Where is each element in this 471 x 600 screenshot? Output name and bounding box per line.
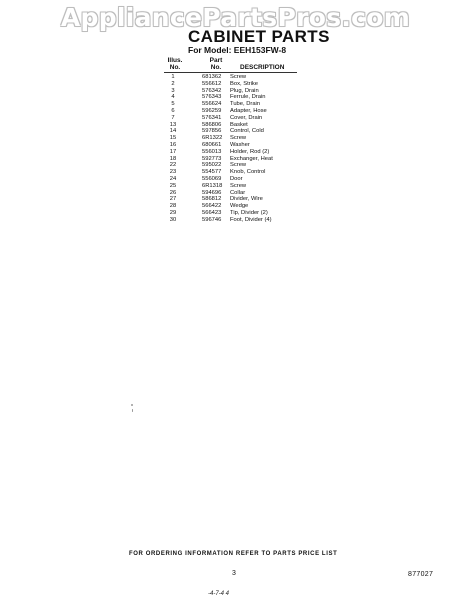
part-no-cell: 586806 <box>202 121 222 128</box>
table-row <box>164 128 314 135</box>
table-row <box>164 169 314 176</box>
illus-no-cell: 6 <box>171 107 175 114</box>
illus-no-cell: 17 <box>169 148 177 155</box>
illus-no-cell: 7 <box>171 114 175 121</box>
table-row <box>164 101 314 108</box>
description-cell: Wedge <box>230 203 249 210</box>
part-no-cell: 6R1322 <box>202 135 223 142</box>
description-cell: Holder, Rod (2) <box>230 148 270 155</box>
description-cell: Screw <box>230 74 247 80</box>
description-cell: Foot, Divider (4) <box>230 216 272 223</box>
illus-no-cell: 3 <box>171 87 175 94</box>
column-header-illus-line1: Illus. <box>167 57 183 64</box>
illus-no-cell: 2 <box>171 80 175 87</box>
table-row <box>164 176 314 183</box>
part-no-cell: 596259 <box>202 107 222 114</box>
illus-no-cell: 30 <box>169 216 177 223</box>
table-row <box>164 94 314 101</box>
description-cell: Basket <box>230 121 248 128</box>
illus-no-cell: 29 <box>169 209 177 216</box>
table-row <box>164 115 314 122</box>
description-cell: Exchanger, Heat <box>230 155 273 162</box>
part-no-cell: 576343 <box>202 94 222 101</box>
illus-no-cell: 24 <box>169 175 177 182</box>
description-cell: Cover, Drain <box>230 114 263 121</box>
illus-no-cell: 16 <box>169 141 177 148</box>
description-cell: Control, Cold <box>230 128 264 135</box>
table-row <box>164 122 314 129</box>
part-no-cell: 680661 <box>202 141 222 148</box>
illus-no-cell: 18 <box>169 155 177 162</box>
parts-table <box>164 74 314 224</box>
table-row <box>164 183 314 190</box>
illus-no-cell: 25 <box>169 182 177 189</box>
description-cell: Adapter, Hose <box>230 107 267 114</box>
column-header-part-line1: Part <box>209 57 223 64</box>
ordering-note: FOR ORDERING INFORMATION REFER TO PARTS PRICE LIST <box>129 551 338 557</box>
part-no-cell: 576341 <box>202 114 222 121</box>
table-row <box>164 217 314 224</box>
description-cell: Washer <box>230 141 250 148</box>
part-no-cell: 556013 <box>202 148 222 155</box>
column-header-illus-line2: No. <box>169 64 181 71</box>
table-row <box>164 135 314 142</box>
part-no-cell: 597856 <box>202 128 222 135</box>
description-cell: Collar <box>230 189 246 196</box>
description-cell: Screw <box>230 162 247 169</box>
part-no-cell: 594696 <box>202 189 222 196</box>
column-header-part-no <box>202 57 230 71</box>
part-no-cell: 681362 <box>202 74 222 80</box>
page-number: 3 <box>232 570 236 577</box>
part-no-cell: 554577 <box>202 169 222 176</box>
illus-no-cell: 28 <box>169 203 177 210</box>
description-cell: Box, Strike <box>230 80 259 87</box>
column-header-part-line2: No. <box>210 64 222 71</box>
description-cell: Ferrule, Drain <box>230 94 266 101</box>
illus-no-cell: 13 <box>169 121 177 128</box>
page-title: CABINET PARTS <box>188 27 330 46</box>
table-row <box>164 74 314 81</box>
description-cell: Divider, Wire <box>230 196 263 203</box>
part-no-cell: 556612 <box>202 80 222 87</box>
description-cell: Plug, Drain <box>230 87 259 94</box>
part-no-cell: 556624 <box>202 101 222 108</box>
illus-no-cell: 4 <box>171 94 175 101</box>
part-no-cell: 576342 <box>202 87 222 94</box>
column-header-illus-no <box>164 57 186 71</box>
table-row <box>164 196 314 203</box>
part-no-cell: 595022 <box>202 162 222 169</box>
description-cell: Screw <box>230 135 247 142</box>
table-row <box>164 210 314 217</box>
part-no-cell: 586812 <box>202 196 222 203</box>
illus-no-cell: 27 <box>169 196 177 203</box>
table-row <box>164 156 314 163</box>
scan-speck <box>131 404 133 406</box>
illus-no-cell: 1 <box>171 74 175 80</box>
illus-no-cell: 26 <box>169 189 177 196</box>
illus-no-cell: 15 <box>169 135 177 142</box>
illus-no-cell: 14 <box>169 128 177 135</box>
scan-speck <box>132 409 133 412</box>
illus-no-cell: 23 <box>169 169 177 176</box>
table-row <box>164 88 314 95</box>
part-no-cell: 592773 <box>202 155 222 162</box>
table-row <box>164 81 314 88</box>
header-divider <box>164 72 297 73</box>
illus-no-cell: 22 <box>169 162 177 169</box>
table-row <box>164 190 314 197</box>
description-cell: Door <box>230 175 243 182</box>
handwritten-mark: -4-7-4 4 <box>208 591 230 597</box>
description-cell: Screw <box>230 182 247 189</box>
table-row <box>164 162 314 169</box>
model-label: For Model: EEH153FW-8 <box>188 45 287 55</box>
description-cell: Tube, Drain <box>230 101 261 108</box>
part-no-cell: 566423 <box>202 209 222 216</box>
column-header-description: DESCRIPTION <box>240 64 285 71</box>
table-row <box>164 108 314 115</box>
part-no-cell: 566422 <box>202 203 222 210</box>
table-row <box>164 203 314 210</box>
part-no-cell: 596746 <box>202 216 222 223</box>
table-row <box>164 149 314 156</box>
description-cell: Knob, Control <box>230 169 266 176</box>
document-number: 877027 <box>408 571 434 578</box>
watermark: AppliancePartsPros.com <box>60 3 411 32</box>
part-no-cell: 6R1318 <box>202 182 223 189</box>
illus-no-cell: 5 <box>171 101 175 108</box>
description-cell: Tip, Divider (2) <box>230 209 268 216</box>
table-row <box>164 142 314 149</box>
part-no-cell: 556069 <box>202 175 222 182</box>
